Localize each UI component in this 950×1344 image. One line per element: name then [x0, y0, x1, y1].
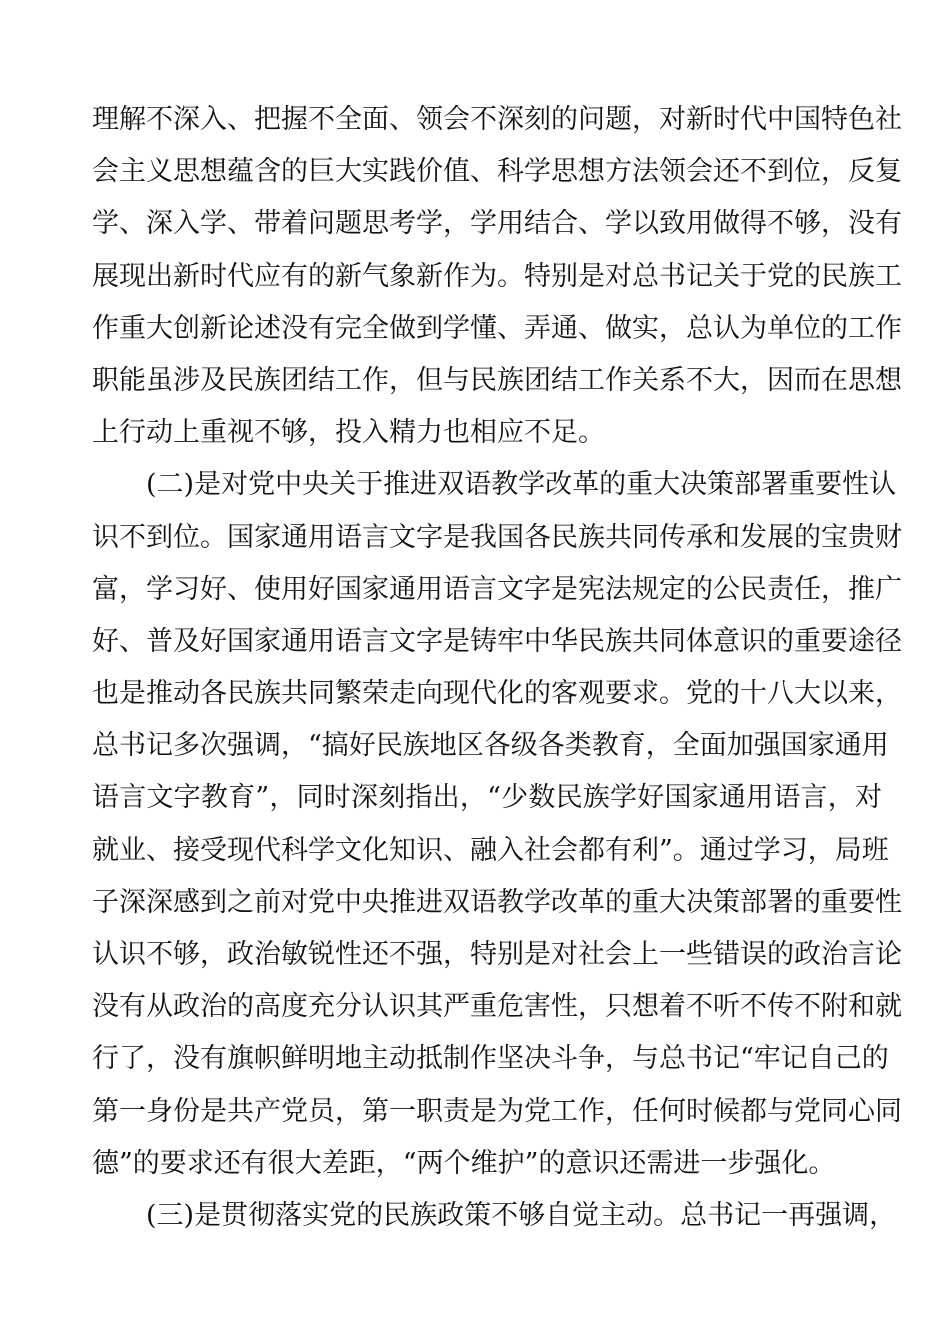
text-line: 总书记多次强调，“搞好民族地区各级各类教育，全面加强国家通用	[92, 730, 889, 762]
section-heading-line: (二)是对党中央关于推进双语教学改革的重大决策部署重要性认	[146, 469, 897, 501]
text-line: 会主义思想蕴含的巨大实践价值、科学思想方法领会还不到位，反复	[92, 156, 902, 188]
text-line: 富，学习好、使用好国家通用语言文字是宪法规定的公民责任，推广	[92, 573, 902, 605]
text-line: 第一身份是共产党员，第一职责是为党工作，任何时候都与党同心同	[92, 1095, 902, 1127]
text-line: 就业、接受现代科学文化知识、融入社会都有利”。通过学习，局班	[92, 834, 889, 866]
text-line: 没有从政治的高度充分认识其严重危害性，只想着不听不传不附和就	[92, 991, 902, 1023]
text-line: 理解不深入、把握不全面、领会不深刻的问题，对新时代中国特色社	[92, 104, 902, 135]
text-line: 作重大创新论述没有完全做到学懂、弄通、做实，总认为单位的工作	[92, 312, 902, 344]
text-line: 德”的要求还有很大差距，“两个维护”的意识还需进一步强化。	[92, 1147, 836, 1179]
text-line: 展现出新时代应有的新气象新作为。特别是对总书记关于党的民族工	[92, 260, 902, 292]
text-line: 识不到位。国家通用语言文字是我国各民族共同传承和发展的宝贵财	[92, 521, 902, 553]
document-body	[92, 94, 902, 1242]
text-line: 也是推动各民族共同繁荣走向现代化的客观要求。党的十八大以来，	[92, 678, 902, 710]
section-heading-line: (三)是贯彻落实党的民族政策不够自觉主动。总书记一再强调，	[146, 1199, 897, 1231]
text-line: 好、普及好国家通用语言文字是铸牢中华民族共同体意识的重要途径	[92, 625, 902, 657]
text-line: 职能虽涉及民族团结工作，但与民族团结工作关系不大，因而在思想	[92, 364, 902, 396]
text-line: 学、深入学、带着问题思考学，学用结合、学以致用做得不够，没有	[92, 208, 902, 240]
text-line: 行了，没有旗帜鲜明地主动抵制作坚决斗争，与总书记“牢记自己的	[92, 1043, 889, 1075]
text-line: 语言文字教育”，同时深刻指出，“少数民族学好国家通用语言，对	[92, 782, 882, 814]
text-line: 认识不够，政治敏锐性还不强，特别是对社会上一些错误的政治言论	[92, 939, 902, 970]
text-line: 子深深感到之前对党中央推进双语教学改革的重大决策部署的重要性	[92, 886, 902, 918]
text-line: 上行动上重视不够，投入精力也相应不足。	[92, 417, 605, 449]
